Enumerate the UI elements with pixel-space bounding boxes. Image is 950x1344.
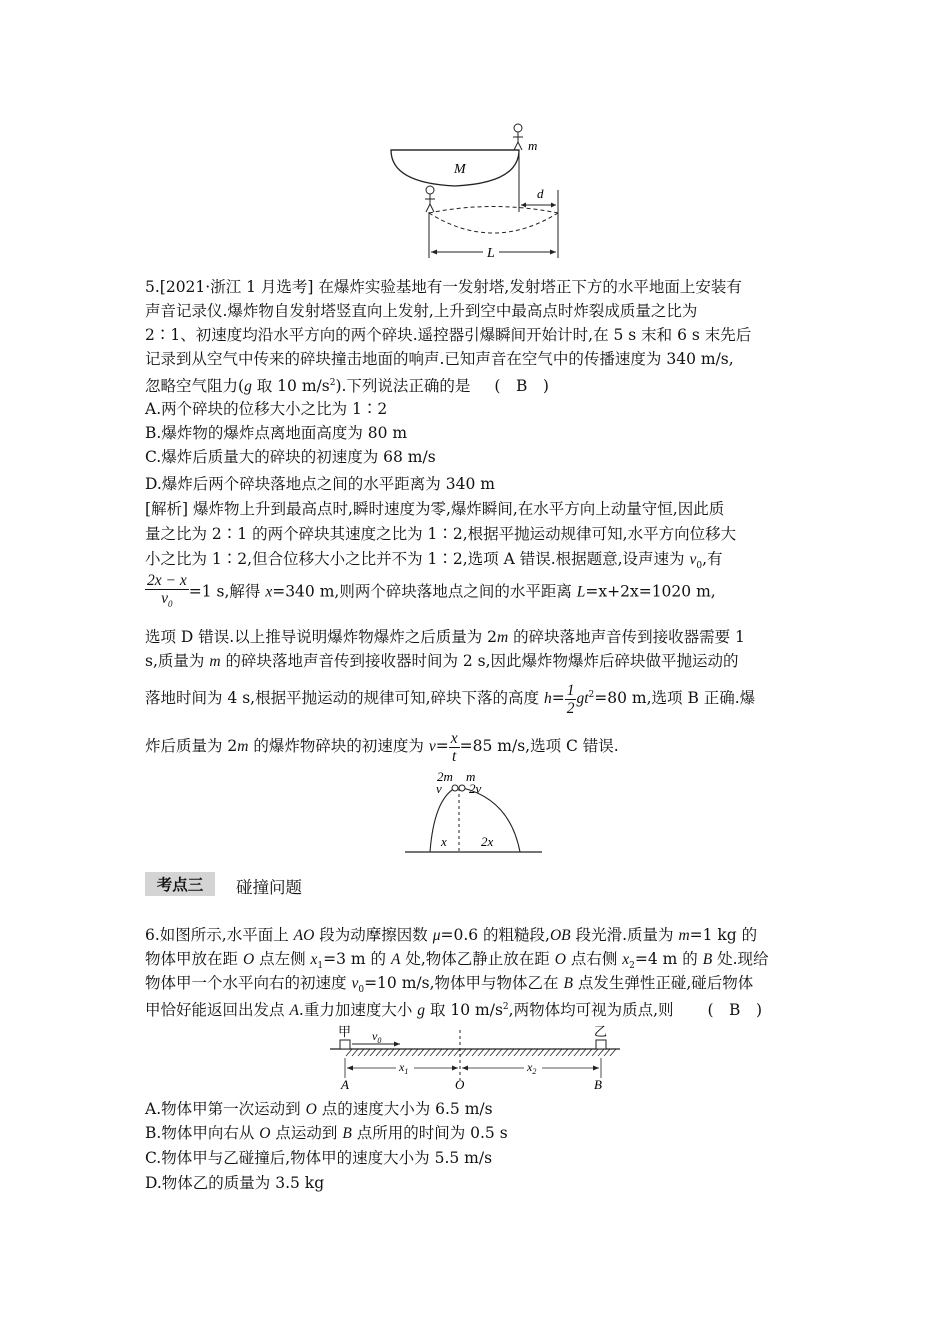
label-m: m bbox=[528, 138, 538, 153]
label-2x: 2x bbox=[481, 834, 494, 849]
block-yi bbox=[596, 1040, 606, 1049]
q5-option-a: A.两个碎块的位移大小之比为 1∶2 bbox=[145, 400, 388, 418]
fraction-half: $\frac{1}{2}$ bbox=[566, 681, 575, 717]
q6-option-d: D.物体乙的质量为 3.5 kg bbox=[145, 1174, 325, 1192]
analysis-line-8: 炸后质量为 2m 的爆炸物碎块的初速度为 v= $\frac{x}{t}$ =85 m/s,选项 C 错误. bbox=[145, 729, 619, 765]
hatching-rough-segment bbox=[346, 1049, 616, 1056]
q6-line-3: 物体甲一个水平向右的初速度 $v_0=10$ m/s,物体甲与物体乙在 B 点发生弹性正碰,碰后物体 bbox=[145, 974, 754, 996]
label-A: A bbox=[341, 1077, 349, 1092]
fraction-2x-x-over-v0: $\frac{2x - x}{v_0}$ bbox=[147, 572, 187, 610]
label-m-frag: m bbox=[466, 769, 476, 784]
q6-line-1: 6.如图所示,水平面上 AO 段为动摩擦因数 μ=0.6 的粗糙段,OB 段光滑.质量为 m=1 kg 的 bbox=[145, 926, 758, 944]
label-M: M bbox=[454, 162, 466, 177]
analysis-line-6: s,质量为 m 的碎块落地声音传到接收器时间为 2 s,因此爆炸物爆炸后碎块做平抛运动的 bbox=[145, 652, 739, 670]
label-x2: $x_2$ bbox=[527, 1060, 537, 1076]
q6-line-2: 物体甲放在距 O 点左侧 $x_1=3$ m 的 A 处,物体乙静止放在距 O 点右侧 $x_2=4$ m 的 B 处.现给 bbox=[145, 950, 769, 972]
label-d: d bbox=[537, 186, 544, 201]
analysis-line-7: 落地时间为 4 s,根据平抛运动的规律可知,碎块下落的高度 h= $\frac{1}{2}$ $gt^2=80$ m,选项 B 正确.爆 bbox=[145, 681, 756, 717]
label-x: x bbox=[441, 834, 447, 849]
q5-option-b: B.爆炸物的爆炸点离地面高度为 80 m bbox=[145, 424, 408, 442]
q5-option-c: C.爆炸后质量大的碎块的初速度为 68 m/s bbox=[145, 448, 436, 466]
q5-line-1: 5.[2021·浙江 1 月选考] 在爆炸实验基地有一发射塔,发射塔正下方的水平地面上安装有 bbox=[145, 278, 742, 296]
analysis-line-4: $\frac{2x - x}{v_0}$ =1 s,解得 x=340 m,则两个碎块落地点之间的水平距离 L=x+2x=1020 m, bbox=[145, 572, 716, 613]
label-2v: 2v bbox=[469, 781, 482, 796]
q5-line-4: 记录到从空气中传来的碎块撞击地面的响声.已知声音在空气中的传播速度为 340 m/s, bbox=[145, 350, 734, 368]
analysis-line-5: 选项 D 错误.以上推导说明爆炸物爆炸之后质量为 2m 的碎块落地声音传到接收器需要 1 bbox=[145, 628, 745, 646]
label-2m: 2m bbox=[437, 769, 453, 784]
q6-option-c: C.物体甲与乙碰撞后,物体甲的速度大小为 5.5 m/s bbox=[145, 1149, 493, 1167]
label-v0: $v_0$ bbox=[372, 1029, 382, 1045]
label-jia: 甲 bbox=[338, 1025, 352, 1040]
section-title: 碰撞问题 bbox=[236, 878, 302, 897]
q5-line-2: 声音记录仪.爆炸物自发射塔竖直向上发射,上升到空中最高点时炸裂成质量之比为 bbox=[145, 302, 698, 320]
analysis-line-3: 小之比为 1∶2,但合位移大小之比并不为 1∶2,选项 A 错误.根据题意,设声速为 $v_0$,有 bbox=[145, 550, 723, 572]
analysis-line-2: 量之比为 2∶1 的两个碎块其速度之比为 1∶2,根据平抛运动规律可知,水平方向位移大 bbox=[145, 525, 737, 543]
q5-line-5: 忽略空气阻力(g 取 10 $m/s^2$).下列说法正确的是 ( B ) bbox=[145, 377, 549, 396]
label-L: L bbox=[487, 246, 495, 261]
q5-answer: ( B ) bbox=[494, 377, 549, 396]
label-O: O bbox=[455, 1077, 465, 1092]
label-yi: 乙 bbox=[594, 1025, 608, 1040]
q5-line-3: 2∶1、初速度均沿水平方向的两个碎块.遥控器引爆瞬间开始计时,在 5 s 末和 6 s 末先后 bbox=[145, 326, 752, 344]
label-v: v bbox=[436, 781, 442, 796]
block-jia bbox=[340, 1040, 350, 1049]
analysis-line-1: [解析] 爆炸物上升到最高点时,瞬时速度为零,爆炸瞬间,在水平方向上动量守恒,因此质 bbox=[145, 500, 725, 518]
fraction-x-over-t: $\frac{x}{t}$ bbox=[450, 729, 458, 765]
q6-option-a: A.物体甲第一次运动到 O 点的速度大小为 6.5 m/s bbox=[145, 1100, 493, 1118]
q6-option-b: B.物体甲向右从 O 点运动到 B 点所用的时间为 0.5 s bbox=[145, 1124, 508, 1142]
label-x1: $x_1$ bbox=[399, 1060, 409, 1076]
q5-option-d: D.爆炸后两个碎块落地点之间的水平距离为 340 m bbox=[145, 475, 495, 493]
label-B: B bbox=[594, 1077, 602, 1092]
q6-answer: ( B ) bbox=[707, 1001, 762, 1020]
section-badge: 考点三 bbox=[145, 872, 215, 896]
q6-line-4: 甲恰好能返回出发点 A.重力加速度大小 g 取 10 $m/s^2$,两物体均可视为质点,则 ( B ) bbox=[145, 1001, 762, 1020]
